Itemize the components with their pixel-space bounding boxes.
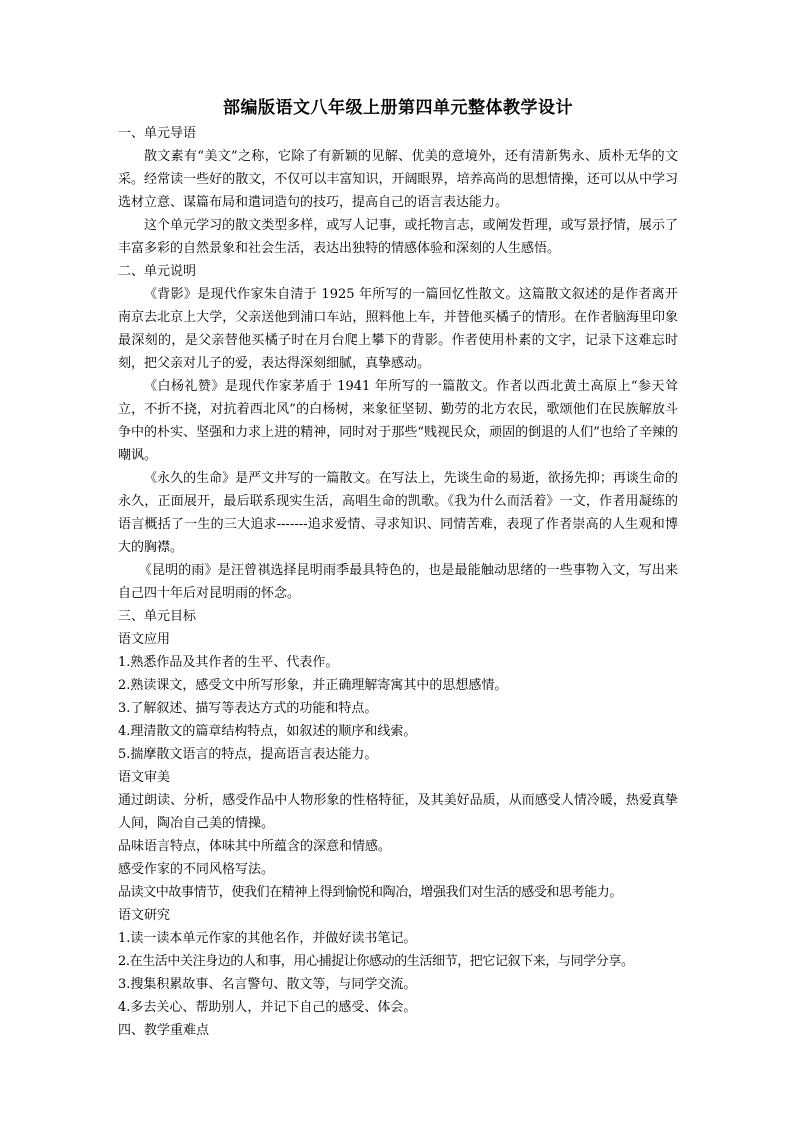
paragraph-intro-2: 这个单元学习的散文类型多样，或写人记事，或托物言志，或阐发哲理，或写景抒情，展示了丰富多彩的自然景象和社会生活，表达出独特的情感体验和深刻的人生感悟。 bbox=[118, 218, 678, 256]
section-heading-unit-intro: 一、单元导语 bbox=[118, 126, 197, 141]
paragraph-kunming: 《昆明的雨》是汪曾祺选择昆明雨季最具特色的，也是最能触动思绪的一些事物入文，写出来自己四十年后对昆明雨的怀念。 bbox=[118, 563, 678, 601]
subheading-aesthetic: 语文审美 bbox=[118, 770, 171, 785]
document-page bbox=[118, 96, 678, 1042]
subheading-application: 语文应用 bbox=[118, 632, 171, 647]
list-item: 1.读一读本单元作家的其他名作，并做好读书笔记。 bbox=[118, 931, 417, 946]
list-item: 5.揣摩散文语言的特点，提高语言表达能力。 bbox=[118, 747, 378, 762]
list-item: 4.多去关心、帮助别人，并记下自己的感受、体会。 bbox=[118, 1000, 417, 1015]
document-title: 部编版语文八年级上册第四单元整体教学设计 bbox=[223, 98, 573, 118]
subheading-research: 语文研究 bbox=[118, 908, 171, 923]
list-item: 1.熟悉作品及其作者的生平、代表作。 bbox=[118, 655, 339, 670]
list-item: 品读文中故事情节，使我们在精神上得到愉悦和陶冶，增强我们对生活的感受和思考能力。 bbox=[118, 885, 623, 900]
list-item: 2.在生活中关注身边的人和事，用心捕捉让你感动的生活细节，把它记叙下来，与同学分享。 bbox=[118, 954, 634, 969]
list-item: 3.了解叙述、描写等表达方式的功能和特点。 bbox=[118, 701, 378, 716]
paragraph-aesthetic: 通过朗读、分析，感受作品中人物形象的性格特征，及其美好品质，从而感受人情冷暖，热爱真挚人间，陶冶自己美的情操。 bbox=[118, 793, 678, 831]
paragraph-baiyang: 《白杨礼赞》是现代作家茅盾于 1941 年所写的一篇散文。作者以西北黄土高原上“参天耸立，不折不挠，对抗着西北风”的白杨树，来象征坚韧、勤劳的北方农民，歌颂他们在民族解放斗争中的朴实、坚强和力求上进的精神，同时对于那些“贱视民众，顽固的倒退的人们”也给了辛辣的嘲讽。 bbox=[118, 379, 678, 463]
list-item: 品味语言特点，体味其中所蕴含的深意和情感。 bbox=[118, 839, 392, 854]
section-heading-key-difficulties: 四、教学重难点 bbox=[118, 1023, 210, 1038]
section-heading-unit-goals: 三、单元目标 bbox=[118, 609, 197, 624]
paragraph-beiying: 《背影》是现代作家朱自清于 1925 年所写的一篇回忆性散文。这篇散文叙述的是作者离开南京去北京上大学，父亲送他到浦口车站，照料他上车，并替他买橘子的情形。在作者脑海里印象最深刻的，是父亲替他买橘子时在月台爬上攀下的背影。作者使用朴素的文字，记录下这难忘时刻，把父亲对儿子的爱，表达得深刻细腻，真挚感动。 bbox=[118, 287, 678, 371]
list-item: 3.搜集积累故事、名言警句、散文等，与同学交流。 bbox=[118, 977, 417, 992]
list-item: 感受作家的不同风格写法。 bbox=[118, 862, 275, 877]
paragraph-intro-1: 散文素有“美文”之称，它除了有新颖的见解、优美的意境外，还有清新隽永、质朴无华的文采。经常读一些好的散文，不仅可以丰富知识，开阔眼界，培养高尚的思想情操，还可以从中学习选材立意、谋篇布局和遣词造句的技巧，提高自己的语言表达能力。 bbox=[118, 149, 678, 210]
paragraph-yongjiu: 《永久的生命》是严文井写的一篇散文。在写法上，先谈生命的易逝，欲扬先抑；再谈生命的永久，正面展开，最后联系现实生活，高唱生命的凯歌。《我为什么而活着》一文，作者用凝练的语言概括了一生的三大追求-------追求爱情、寻求知识、同情苦难，表现了作者崇高的人生观和博大的胸襟。 bbox=[118, 471, 678, 555]
section-heading-unit-description: 二、单元说明 bbox=[118, 264, 197, 279]
list-item: 4.理清散文的篇章结构特点，如叙述的顺序和线索。 bbox=[118, 724, 417, 739]
list-item: 2.熟读课文，感受文中所写形象，并正确理解寄寓其中的思想感情。 bbox=[118, 678, 508, 693]
